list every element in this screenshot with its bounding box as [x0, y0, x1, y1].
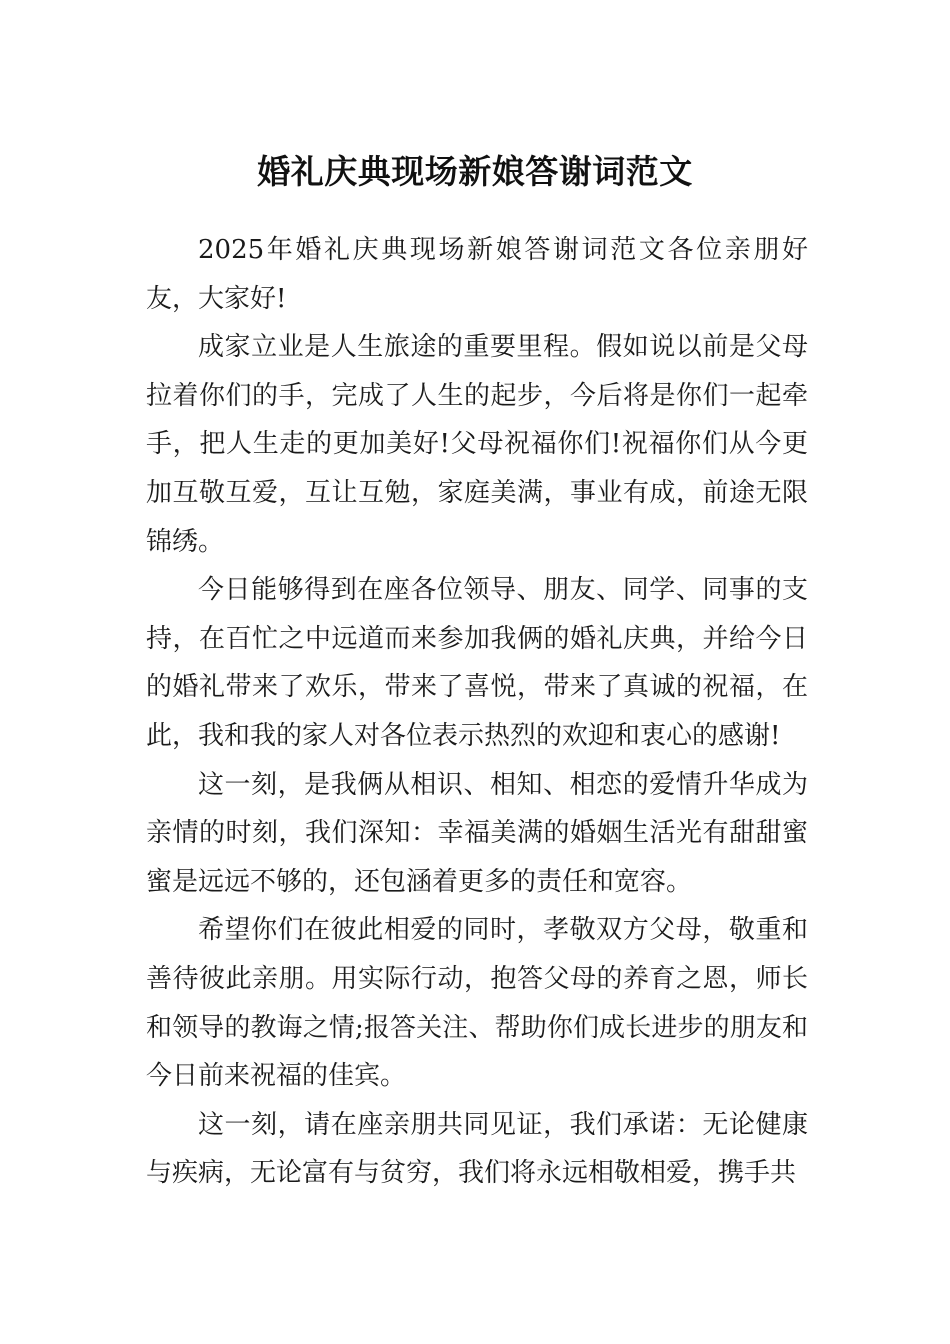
paragraph-5: 希望你们在彼此相爱的同时，孝敬双方父母，敬重和善待彼此亲朋。用实际行动，抱答父母的养育之恩，师长和领导的教诲之情;报答关注、帮助你们成长进步的朋友和今日前来祝福的佳宾。 [146, 915, 808, 1092]
paragraph-2: 成家立业是人生旅途的重要里程。假如说以前是父母拉着你们的手，完成了人生的起步，今后将是你们一起牵手，把人生走的更加美好!父母祝福你们!祝福你们从今更加互敬互爱，互让互勉，家庭美满，事业有成，前途无限锦绣。 [146, 332, 808, 557]
document-title: 婚礼庆典现场新娘答谢词范文 [257, 152, 693, 192]
document-body [146, 226, 808, 1198]
paragraph-1: 2025年婚礼庆典现场新娘答谢词范文各位亲朋好友，大家好! [146, 235, 808, 314]
paragraph-4: 这一刻，是我俩从相识、相知、相恋的爱情升华成为亲情的时刻，我们深知：幸福美满的婚姻生活光有甜甜蜜蜜是远远不够的，还包涵着更多的责任和宽容。 [146, 769, 808, 897]
paragraph-6: 这一刻，请在座亲朋共同见证，我们承诺：无论健康与疾病，无论富有与贫穷，我们将永远相敬相爱，携手共 [146, 1109, 808, 1189]
paragraph-3: 今日能够得到在座各位领导、朋友、同学、同事的支持，在百忙之中远道而来参加我俩的婚礼庆典，并给今日的婚礼带来了欢乐，带来了喜悦，带来了真诚的祝福，在此，我和我的家人对各位表示热烈的欢迎和衷心的感谢! [146, 575, 808, 751]
